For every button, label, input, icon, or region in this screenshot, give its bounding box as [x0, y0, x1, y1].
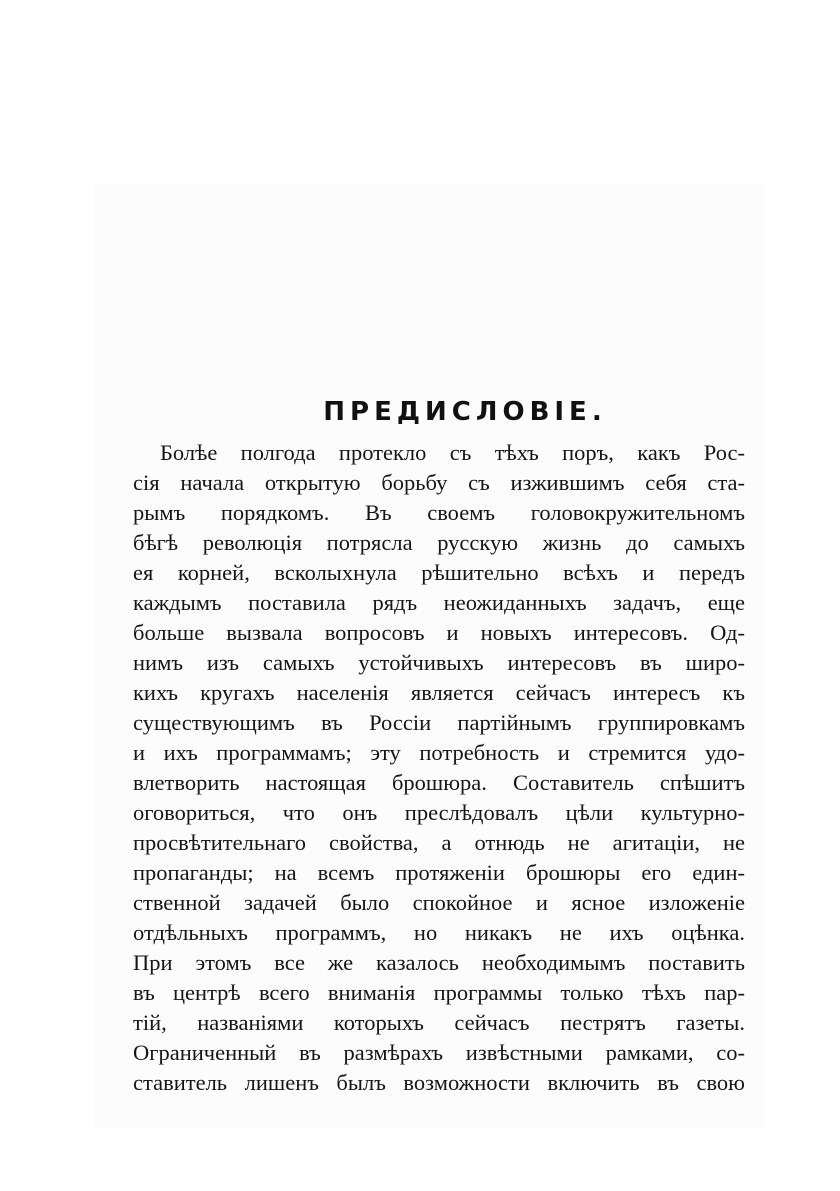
text-line: сія начала открытую борьбу съ изжившимъ себя ста-	[133, 470, 745, 495]
text-line: больше вызвала вопросовъ и новыхъ интересовъ. Од-	[133, 620, 745, 645]
text-line: бѣгѣ революція потрясла русскую жизнь до самыхъ	[133, 530, 745, 555]
text-line: Ограниченный въ размѣрахъ извѣстными рамками, со-	[133, 1040, 745, 1065]
text-line: При этомъ все же казалось необходимымъ поставить	[133, 950, 745, 975]
text-line: ставитель лишенъ былъ возможности включить въ свою	[133, 1070, 745, 1095]
text-line: тій, названіями которыхъ сейчасъ пестрятъ газеты.	[133, 1010, 745, 1035]
text-line: Болѣе полгода протекло съ тѣхъ поръ, какъ Рос-	[160, 440, 745, 465]
text-line: рымъ порядкомъ. Въ своемъ головокружительномъ	[133, 500, 745, 525]
text-line: пропаганды; на всемъ протяженіи брошюры его един-	[133, 860, 745, 885]
text-line: влетворить настоящая брошюра. Составитель спѣшитъ	[133, 770, 745, 795]
text-line: кихъ кругахъ населенія является сейчасъ интересъ къ	[133, 680, 745, 705]
page-title: ПРЕДИСЛОВІЕ.	[323, 397, 607, 428]
text-line: существующимъ въ Россіи партійнымъ группировкамъ	[133, 710, 745, 735]
preface-body	[133, 438, 745, 1098]
text-line: нимъ изъ самыхъ устойчивыхъ интересовъ въ широ-	[133, 650, 745, 675]
text-line: отдѣльныхъ программъ, но никакъ не ихъ оцѣнка.	[133, 920, 745, 945]
text-line: въ центрѣ всего вниманія программы только тѣхъ пар-	[133, 980, 745, 1005]
text-line: и ихъ программамъ; эту потребность и стремится удо-	[133, 740, 745, 765]
text-line: каждымъ поставила рядъ неожиданныхъ задачъ, еще	[133, 590, 745, 615]
text-line: оговориться, что онъ преслѣдовалъ цѣли культурно-	[133, 800, 745, 825]
text-line: просвѣтительнаго свойства, а отнюдь не агитаціи, не	[133, 830, 745, 855]
text-line: ственной задачей было спокойное и ясное изложеніе	[133, 890, 745, 915]
text-line: ея корней, всколыхнула рѣшительно всѣхъ и передъ	[133, 560, 745, 585]
